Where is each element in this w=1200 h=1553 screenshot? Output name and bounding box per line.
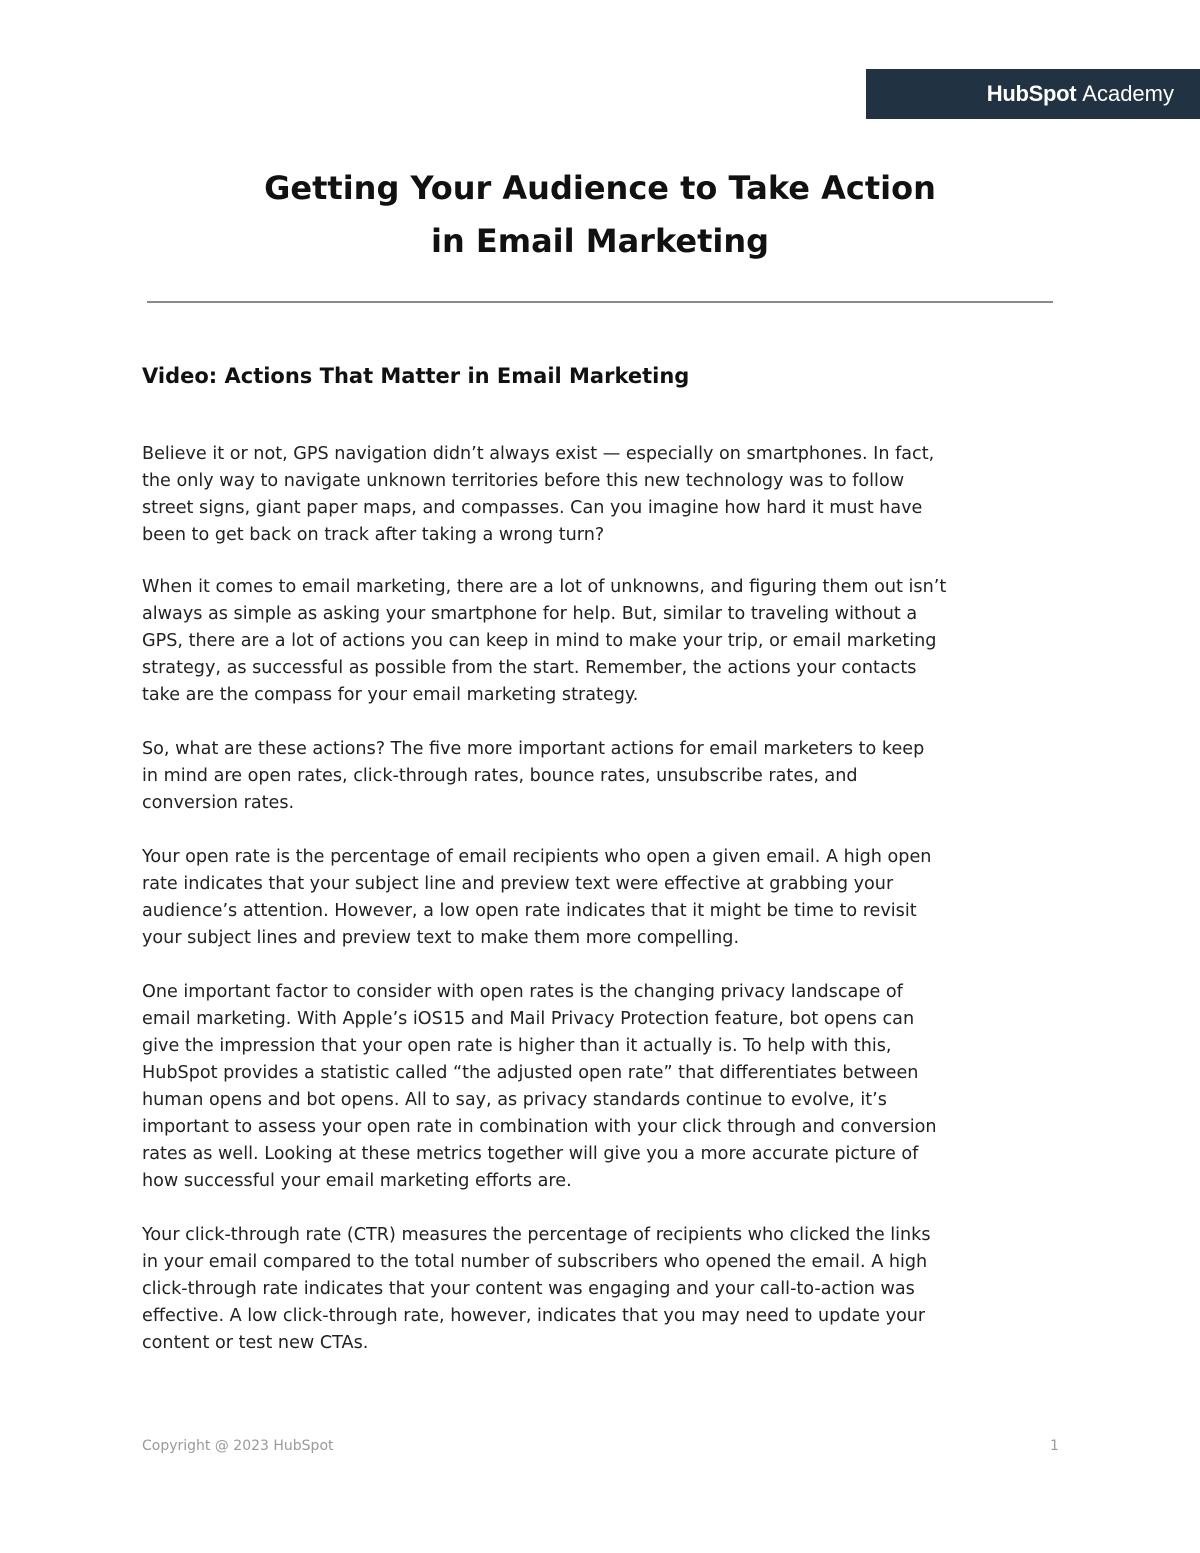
body-paragraph (142, 736, 924, 817)
paragraph-line: When it comes to email marketing, there are a lot of unknowns, and figuring them out isn’t (142, 577, 947, 597)
paragraph-line: audience’s attention. However, a low open rate indicates that it might be time to revisit (142, 901, 917, 921)
paragraph-line: HubSpot provides a statistic called “the adjusted open rate” that differentiates between (142, 1063, 919, 1083)
paragraph-line: click-through rate indicates that your content was engaging and your call-to-action was (142, 1279, 915, 1299)
paragraph-line: conversion rates. (142, 793, 295, 813)
body-paragraph (142, 1222, 931, 1357)
paragraph-line: email marketing. With Apple’s iOS15 and Mail Privacy Protection feature, bot opens can (142, 1009, 915, 1029)
paragraph-line: always as simple as asking your smartphone for help. But, similar to traveling without a (142, 604, 918, 624)
paragraph-line: Your click-through rate (CTR) measures the percentage of recipients who clicked the links (142, 1225, 931, 1245)
paragraph-line: Your open rate is the percentage of email recipients who open a given email. A high open (142, 847, 932, 867)
paragraph-line: your subject lines and preview text to make them more compelling. (142, 928, 740, 948)
paragraph-line: rates as well. Looking at these metrics together will give you a more accurate picture of (142, 1144, 919, 1164)
body-paragraph (142, 441, 934, 549)
paragraph-line: important to assess your open rate in combination with your click through and conversion (142, 1117, 937, 1137)
paragraph-line: GPS, there are a lot of actions you can keep in mind to make your trip, or email marketing (142, 631, 937, 651)
logo-brand: HubSpot (986, 81, 1077, 106)
paragraph-line: take are the compass for your email marketing strategy. (142, 685, 639, 705)
paragraph-line: strategy, as successful as possible from the start. Remember, the actions your contacts (142, 658, 917, 678)
paragraph-line: give the impression that your open rate is higher than it actually is. To help with this, (142, 1036, 892, 1056)
body-paragraph (142, 979, 937, 1195)
body-paragraph (142, 844, 931, 952)
page-number: 1 (1050, 1438, 1059, 1454)
paragraph-line: how successful your email marketing efforts are. (142, 1171, 572, 1191)
divider (147, 301, 1053, 303)
paragraph-line: So, what are these actions? The five more important actions for email marketers to keep (142, 739, 925, 759)
paragraph-line: rate indicates that your subject line and preview text were effective at grabbing your (142, 874, 894, 894)
title-line-1: Getting Your Audience to Take Action (264, 169, 936, 207)
section-heading: Video: Actions That Matter in Email Marketing (142, 364, 690, 388)
paragraph-line: One important factor to consider with open rates is the changing privacy landscape of (142, 982, 903, 1002)
paragraph-line: street signs, giant paper maps, and compasses. Can you imagine how hard it must have (142, 498, 923, 518)
paragraph-line: effective. A low click-through rate, however, indicates that you may need to update your (142, 1306, 926, 1326)
logo-suffix: Academy (1082, 81, 1174, 106)
footer-copyright: Copyright @ 2023 HubSpot (142, 1438, 334, 1454)
paragraph-line: been to get back on track after taking a wrong turn? (142, 525, 605, 545)
paragraph-line: in your email compared to the total number of subscribers who opened the email. A high (142, 1252, 928, 1272)
paragraph-line: in mind are open rates, click-through rates, bounce rates, unsubscribe rates, and (142, 766, 858, 786)
paragraph-line: content or test new CTAs. (142, 1333, 369, 1353)
paragraph-line: Believe it or not, GPS navigation didn’t always exist — especially on smartphones. In fact, (142, 444, 935, 464)
title-line-2: in Email Marketing (430, 222, 770, 260)
paragraph-line: human opens and bot opens. All to say, as privacy standards continue to evolve, it’s (142, 1090, 887, 1110)
paragraph-line: the only way to navigate unknown territories before this new technology was to follow (142, 471, 905, 491)
hubspot-academy-logo-banner (866, 69, 1200, 119)
body-paragraph (142, 574, 946, 709)
page-title (0, 162, 1200, 268)
